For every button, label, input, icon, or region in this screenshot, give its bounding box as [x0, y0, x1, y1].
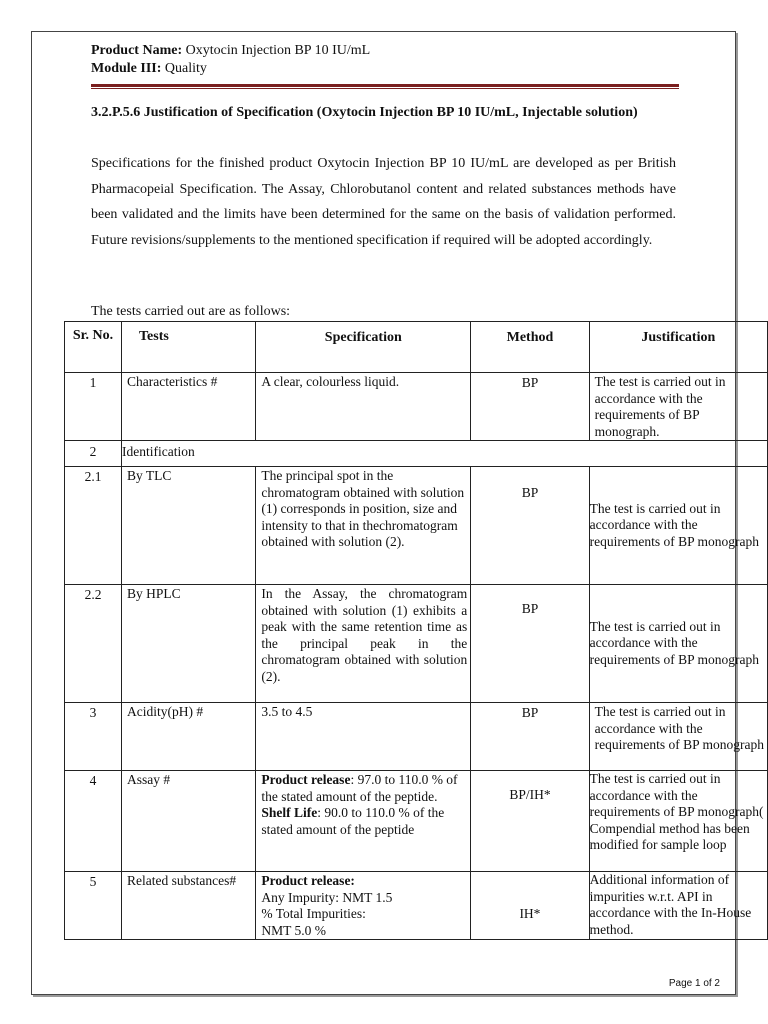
product-name-line [91, 42, 370, 60]
module-label: Module III: [91, 61, 162, 76]
row-justification: The test is carried out in accordance with the requirements of BP monograph [589, 467, 767, 585]
row-sr: 1 [65, 373, 122, 441]
spec-line: Any Impurity: NMT 1.5 [261, 889, 393, 905]
row-test: By TLC [122, 467, 256, 585]
row-spec: In the Assay, the chromatogram obtained with solution (1) exhibits a peak with the same retention time as the principal peak in the chromatogram obtained with solution (2). [256, 585, 471, 703]
table-header-row [65, 322, 768, 373]
module-value: Quality [161, 61, 207, 76]
section-title: 3.2.P.5.6 Justification of Specification (Oxytocin Injection BP 10 IU/mL, Injectable solution) [91, 105, 638, 120]
row-sr: 2.2 [65, 585, 122, 703]
row-sr: 5 [65, 872, 122, 940]
header-method: Method [471, 322, 589, 373]
header-divider [91, 84, 679, 87]
table-row [65, 585, 768, 703]
product-name-label: Product Name: [91, 43, 183, 58]
row-justification: Additional information of impurities w.r.t. API in accordance with the In-House method. [589, 872, 767, 940]
row-sr: 4 [65, 771, 122, 872]
row-spec [256, 771, 471, 872]
row-justification: The test is carried out in accordance with the requirements of BP monograph [589, 703, 767, 771]
table-row [65, 872, 768, 940]
row-method: BP [471, 585, 589, 703]
row-justification: The test is carried out in accordance with the requirements of BP monograph( Compendial method has been modified for sample loop [589, 771, 767, 872]
row-method: BP [471, 373, 589, 441]
row-test: By HPLC [122, 585, 256, 703]
spec-release-label: Product release: [261, 873, 355, 888]
row-sr: 3 [65, 703, 122, 771]
product-name-value: Oxytocin Injection BP 10 IU/mL [182, 43, 371, 58]
row-justification: The test is carried out in accordance with the requirements of BP monograph. [589, 373, 767, 441]
row-test: Characteristics # [122, 373, 256, 441]
row-method: BP/IH* [471, 771, 589, 872]
spec-line: NMT 5.0 % [261, 922, 326, 938]
header-divider-thin [91, 88, 679, 89]
tests-intro: The tests carried out are as follows: [91, 304, 291, 319]
row-test: Identification [122, 441, 768, 467]
spec-shelf-label: Shelf Life [261, 805, 318, 820]
header-sr-no: Sr. No. [65, 322, 122, 373]
row-spec: 3.5 to 4.5 [256, 703, 471, 771]
row-justification: The test is carried out in accordance with the requirements of BP monograph [589, 585, 767, 703]
table-row [65, 441, 768, 467]
table-row [65, 373, 768, 441]
header-justification: Justification [589, 322, 767, 373]
row-sr: 2.1 [65, 467, 122, 585]
page-number: Page 1 of 2 [668, 978, 720, 989]
intro-paragraph: Specifications for the finished product Oxytocin Injection BP 10 IU/mL are developed as per British Pharmacopeial Specification. The Assay, Chlorobutanol content and related substances methods have been validated and the limits have been determined for the same on the basis of validation performed. Future revisions/supplements to the mentioned specification if required will be adopted accordingly. [91, 156, 676, 248]
row-spec: The principal spot in the chromatogram obtained with solution (1) corresponds in position, size and intensity to that in thechromatogram obtained with solution (2). [256, 467, 471, 585]
table-row [65, 703, 768, 771]
row-spec [256, 872, 471, 940]
row-test: Acidity(pH) # [122, 703, 256, 771]
document-header [91, 42, 370, 78]
row-test: Assay # [122, 771, 256, 872]
row-method: BP [471, 703, 589, 771]
row-method: BP [471, 467, 589, 585]
specification-table [64, 321, 768, 940]
row-spec: A clear, colourless liquid. [256, 373, 471, 441]
header-tests: Tests [122, 322, 256, 373]
spec-release-label: Product release [261, 772, 351, 787]
row-method: IH* [471, 872, 589, 940]
row-test: Related substances# [122, 872, 256, 940]
module-line [91, 60, 370, 78]
table-row [65, 771, 768, 872]
spec-line: % Total Impurities: [261, 906, 366, 921]
row-sr: 2 [65, 441, 122, 467]
spec-release-value: : 97.0 to 110.0 % of the stated amount of the peptide. [261, 772, 458, 804]
spec-shelf-value: : 90.0 to 110.0 % of the stated amount of the peptide [261, 805, 445, 837]
header-specification: Specification [256, 322, 471, 373]
table-row [65, 467, 768, 585]
